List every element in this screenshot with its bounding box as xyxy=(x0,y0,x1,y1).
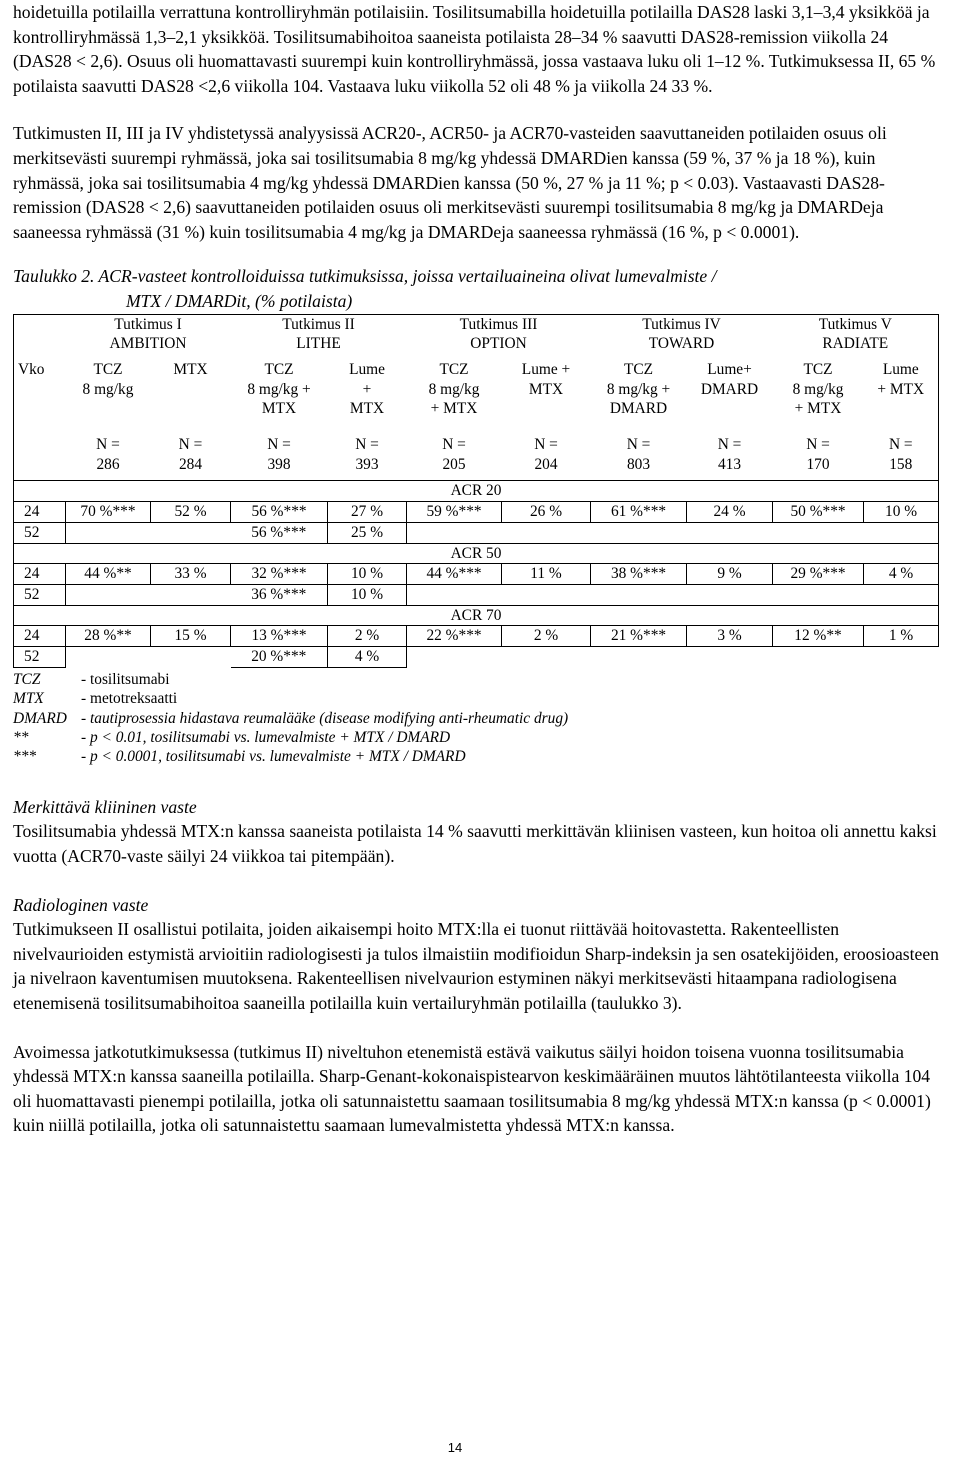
value-cell: 2 % xyxy=(328,626,407,647)
arm-label-line: 8 mg/kg xyxy=(792,380,844,398)
paragraph-combined-analysis: Tutkimusten II, III ja IV yhdistetyssä analyysissä ACR20-, ACR50- ja ACR70-vasteiden saavuttaneiden potilaiden osuus oli merkitsevästi suurempi ryhmässä, joka sai tosilitsumabia 8 mg/kg yhdessä DMARDien kanssa (59 %, 37 % ja 18 %), kuin ryhmässä, joka sai tosilitsumabia 4 mg/kg yhdessä DMARDien kanssa (50 %, 27 % ja 11 %; p < 0.03). Vastaavasti DAS28-remission (DAS28 < 2,6) saavuttaneiden potilaiden osuus oli merkitsevästi suurempi tosilitsumabia 8 mg/kg ja DMARDeja saaneessa ryhmässä (31 %) kuin tosilitsumabia 4 mg/kg ja DMARDeja saaneessa ryhmässä (16 %, p < 0.0001). xyxy=(13,123,887,242)
n-label: N = xyxy=(178,436,203,454)
week-cell: 24 xyxy=(14,502,66,523)
table-caption-line2: MTX / DMARDit, (% potilaista) xyxy=(126,290,353,311)
value-cell: 10 % xyxy=(328,564,407,585)
legend-text: - p < 0.0001, tosilitsumabi vs. lumevalmiste + MTX / DMARD xyxy=(81,748,466,766)
value-cell xyxy=(151,584,231,605)
value-cell xyxy=(591,522,687,543)
value-cell xyxy=(502,647,591,668)
arm-label-line: 8 mg/kg + xyxy=(247,380,311,398)
study-acronym: AMBITION xyxy=(109,335,187,353)
legend-text: - metotreksaatti xyxy=(81,690,178,708)
study-acronym: OPTION xyxy=(470,335,527,353)
table-row xyxy=(14,522,939,543)
arm-label-line: TCZ xyxy=(264,360,294,378)
table-row xyxy=(14,564,939,585)
n-label: N = xyxy=(534,436,558,454)
value-cell: 26 % xyxy=(502,502,591,523)
section-title: ACR 50 xyxy=(14,543,939,564)
arm-label-line: + xyxy=(362,380,372,398)
study-acronym: RADIATE xyxy=(822,335,889,353)
value-cell: 33 % xyxy=(151,564,231,585)
study-name: Tutkimus V xyxy=(818,315,892,333)
section-header-row xyxy=(14,543,939,564)
table-row xyxy=(14,647,939,668)
section-title-radiological-response: Radiologinen vaste xyxy=(13,894,149,915)
value-cell xyxy=(151,522,231,543)
arm-label-line: TCZ xyxy=(803,360,833,378)
value-cell xyxy=(66,647,151,668)
section-header-row xyxy=(14,605,939,626)
legend-key: *** xyxy=(13,748,37,766)
page-number: 14 xyxy=(447,1440,463,1455)
arm-label-line: 8 mg/kg + xyxy=(606,380,671,398)
table-header-n xyxy=(14,435,939,481)
value-cell: 4 % xyxy=(864,564,939,585)
study-name: Tutkimus IV xyxy=(642,315,721,333)
value-cell: 3 % xyxy=(687,626,773,647)
value-cell: 32 %*** xyxy=(231,564,328,585)
value-cell: 59 %*** xyxy=(407,502,502,523)
n-value: 286 xyxy=(96,455,120,473)
legend-row xyxy=(13,747,947,766)
week-cell: 24 xyxy=(14,564,66,585)
value-cell: 24 % xyxy=(687,502,773,523)
value-cell xyxy=(687,584,773,605)
table-header-arms xyxy=(14,360,939,435)
study-acronym: TOWARD xyxy=(648,335,715,353)
value-cell xyxy=(151,647,231,668)
value-cell xyxy=(591,584,687,605)
value-cell: 29 %*** xyxy=(773,564,864,585)
week-cell: 24 xyxy=(14,626,66,647)
legend-text: - tautiprosessia hidastava reumalääke (disease modifying anti-rheumatic drug) xyxy=(81,709,569,727)
arm-header xyxy=(66,360,151,435)
legend-key: TCZ xyxy=(13,670,41,688)
value-cell xyxy=(407,584,502,605)
study-header xyxy=(407,314,591,360)
value-cell xyxy=(502,584,591,605)
value-cell: 22 %*** xyxy=(407,626,502,647)
value-cell: 11 % xyxy=(502,564,591,585)
acr-response-table xyxy=(13,314,939,668)
arm-header xyxy=(231,360,328,435)
header-corner xyxy=(14,314,66,360)
n-cell xyxy=(591,435,687,481)
value-cell: 4 % xyxy=(328,647,407,668)
arm-label-line: TCZ xyxy=(439,360,469,378)
study-header xyxy=(591,314,773,360)
table-caption-line1: Taulukko 2. ACR-vasteet kontrolloiduissa tutkimuksissa, joissa vertailuaineina olivat lumevalmiste / xyxy=(13,266,717,287)
value-cell: 21 %*** xyxy=(591,626,687,647)
document-page xyxy=(13,0,947,1138)
value-cell: 9 % xyxy=(687,564,773,585)
arm-label-line: TCZ xyxy=(93,360,123,378)
legend-key: DMARD xyxy=(13,709,67,727)
value-cell: 10 % xyxy=(864,502,939,523)
section-title: ACR 70 xyxy=(14,605,939,626)
n-label: N = xyxy=(355,436,379,454)
value-cell: 10 % xyxy=(328,584,407,605)
legend-key: ** xyxy=(13,729,29,746)
study-header xyxy=(773,314,939,360)
n-value: 284 xyxy=(178,455,203,473)
arm-label-line: + MTX xyxy=(430,400,478,418)
legend-text: - p < 0.01, tosilitsumabi vs. lumevalmiste + MTX / DMARD xyxy=(81,729,451,746)
value-cell: 52 % xyxy=(151,502,231,523)
n-value: 205 xyxy=(442,455,466,473)
legend-row xyxy=(13,670,947,689)
n-cell xyxy=(231,435,328,481)
study-name: Tutkimus II xyxy=(282,315,355,333)
n-cell xyxy=(328,435,407,481)
week-cell: 52 xyxy=(14,584,66,605)
table-header-studies xyxy=(14,314,939,360)
arm-label-line: Lume xyxy=(882,360,919,378)
value-cell xyxy=(407,647,502,668)
value-cell xyxy=(502,522,591,543)
study-header xyxy=(231,314,407,360)
value-cell: 2 % xyxy=(502,626,591,647)
value-cell: 50 %*** xyxy=(773,502,864,523)
value-cell: 28 %** xyxy=(66,626,151,647)
table-caption xyxy=(13,264,947,313)
value-cell: 13 %*** xyxy=(231,626,328,647)
arm-label-line: DMARD xyxy=(609,400,668,418)
table-row xyxy=(14,584,939,605)
study-header xyxy=(66,314,231,360)
arm-label-line: Lume + xyxy=(521,360,571,378)
value-cell: 44 %*** xyxy=(407,564,502,585)
n-label: N = xyxy=(267,436,291,454)
arm-label-line: + MTX xyxy=(877,380,925,398)
value-cell xyxy=(864,522,939,543)
arm-header xyxy=(407,360,502,435)
value-cell: 12 %** xyxy=(773,626,864,647)
value-cell xyxy=(773,647,864,668)
study-name: Tutkimus I xyxy=(114,315,182,333)
arm-label-line: MTX xyxy=(349,400,385,418)
section-header-row xyxy=(14,481,939,502)
value-cell xyxy=(407,522,502,543)
arm-label-line: Lume+ xyxy=(707,360,752,378)
n-cell xyxy=(687,435,773,481)
n-label: N = xyxy=(888,436,913,454)
n-label: N = xyxy=(442,436,466,454)
value-cell: 1 % xyxy=(864,626,939,647)
value-cell: 36 %*** xyxy=(231,584,328,605)
n-value: 803 xyxy=(626,455,651,473)
arm-label-line: TCZ xyxy=(623,360,654,378)
n-value: 158 xyxy=(889,455,913,473)
value-cell xyxy=(773,584,864,605)
table-row xyxy=(14,626,939,647)
value-cell: 56 %*** xyxy=(231,502,328,523)
arm-label-line: 8 mg/kg xyxy=(82,380,134,398)
arm-header xyxy=(864,360,939,435)
n-cell xyxy=(66,435,151,481)
n-corner xyxy=(14,435,66,481)
value-cell xyxy=(864,584,939,605)
table-row xyxy=(14,502,939,523)
value-cell xyxy=(864,647,939,668)
legend-row xyxy=(13,709,947,728)
n-cell xyxy=(151,435,231,481)
value-cell: 27 % xyxy=(328,502,407,523)
arm-label-line: 8 mg/kg xyxy=(428,380,480,398)
value-cell xyxy=(591,647,687,668)
arm-header xyxy=(151,360,231,435)
section-title: ACR 20 xyxy=(14,481,939,502)
n-value: 393 xyxy=(355,455,379,473)
n-label: N = xyxy=(717,436,742,454)
paragraph-das28-results: hoidetuilla potilailla verrattuna kontrolliryhmän potilaisiin. Tosilitsumabilla hoidetuilla potilailla DAS28 laski 3,1–3,4 yksikköä ja kontrolliryhmässä 1,3–2,1 yksikköä. Tosilitsumabihoitoa saaneista potilaista 28–34 % saavutti DAS28-remission viikolla 24 (DAS28 < 2,6). Osuus oli huomattavasti suurempi kuin kontrolliryhmässä, jossa vastaava luku oli 1–12 %. Tutkimuksessa II, 65 % potilaista saavutti DAS28 <2,6 viikolla 104. Vastaava luku viikolla 52 oli 48 % ja viikolla 24 33 %. xyxy=(13,2,936,96)
legend-row xyxy=(13,728,947,747)
value-cell: 44 %** xyxy=(66,564,151,585)
value-cell xyxy=(687,522,773,543)
arm-header xyxy=(328,360,407,435)
value-cell xyxy=(66,584,151,605)
n-cell xyxy=(864,435,939,481)
value-cell: 15 % xyxy=(151,626,231,647)
legend-key: MTX xyxy=(13,690,44,708)
arm-label-line: Lume xyxy=(349,360,385,378)
value-cell: 38 %*** xyxy=(591,564,687,585)
arm-header xyxy=(591,360,687,435)
paragraph-extension-study: Avoimessa jatkotutkimuksessa (tutkimus II) niveltuhon etenemistä estävä vaikutus säilyi hoidon toisena vuonna tosilitsumabia yhdessä MTX:n kanssa saaneilla potilailla. Sharp-Genant-kokonaispistearvon keskimääräinen muutos lähtötilanteesta viikolla 104 oli huomattavasti pienempi potilailla, jotka oli satunnaistettu saamaan tosilitsumabia 8 mg/kg yhdessä MTX:n kanssa (p < 0.0001) kuin niillä potilailla, jotka oli satunnaistettu saamaan lumevalmistetta yhdessä MTX:n kanssa. xyxy=(13,1041,931,1136)
value-cell: 20 %*** xyxy=(231,647,328,668)
week-cell: 52 xyxy=(14,522,66,543)
n-value: 413 xyxy=(717,455,742,473)
table-legend xyxy=(13,670,947,767)
arm-label-line: MTX xyxy=(528,380,564,398)
legend-row xyxy=(13,689,947,708)
arm-label-line: + MTX xyxy=(794,400,842,418)
arm-header xyxy=(687,360,773,435)
n-cell xyxy=(773,435,864,481)
value-cell xyxy=(66,522,151,543)
n-value: 204 xyxy=(534,455,558,473)
value-cell xyxy=(773,522,864,543)
n-label: N = xyxy=(96,436,120,454)
arm-label-line: MTX xyxy=(173,360,208,378)
week-cell: 52 xyxy=(14,647,66,668)
study-acronym: LITHE xyxy=(296,335,341,353)
n-label: N = xyxy=(626,436,651,454)
value-cell: 56 %*** xyxy=(231,522,328,543)
paragraph-clinical-response: Tosilitsumabia yhdessä MTX:n kanssa saaneista potilaista 14 % saavutti merkittävän kliinisen vasteen, kun hoitoa oli annettu kaksi vuotta (ACR70-vaste säilyi 24 viikkoa tai pitempään). xyxy=(13,821,937,866)
study-name: Tutkimus III xyxy=(459,315,538,333)
value-cell xyxy=(687,647,773,668)
legend-text: - tosilitsumabi xyxy=(81,670,170,688)
arm-header xyxy=(502,360,591,435)
section-title-clinical-response: Merkittävä kliininen vaste xyxy=(13,796,197,817)
value-cell: 61 %*** xyxy=(591,502,687,523)
n-cell xyxy=(407,435,502,481)
value-cell: 25 % xyxy=(328,522,407,543)
arm-label-line: DMARD xyxy=(700,380,759,398)
value-cell: 70 %*** xyxy=(66,502,151,523)
n-value: 398 xyxy=(267,455,291,473)
n-label: N = xyxy=(806,436,830,454)
n-cell xyxy=(502,435,591,481)
n-value: 170 xyxy=(806,455,830,473)
paragraph-radiological-response: Tutkimukseen II osallistui potilaita, joiden aikaisempi hoito MTX:lla ei tuonut riittävää hoitovastetta. Rakenteellisten nivelvaurioiden estymistä arvioitiin radiologisesti ja tulos ilmaistiin modifioidun Sharp-indeksin ja sen osatekijöiden, eroosioasteen ja nivelraon kaventumisen muutoksena. Rakenteellisen nivelvaurion estyminen näkyi merkitsevästi hitaampana radiologisena etenemisenä tosilitsumabihoitoa saaneilla potilailla kuin vertailuryhmän potilailla (taulukko 3). xyxy=(13,919,939,1013)
arm-header xyxy=(773,360,864,435)
arm-label-line: MTX xyxy=(261,400,297,418)
week-column-header: Vko xyxy=(14,360,66,435)
